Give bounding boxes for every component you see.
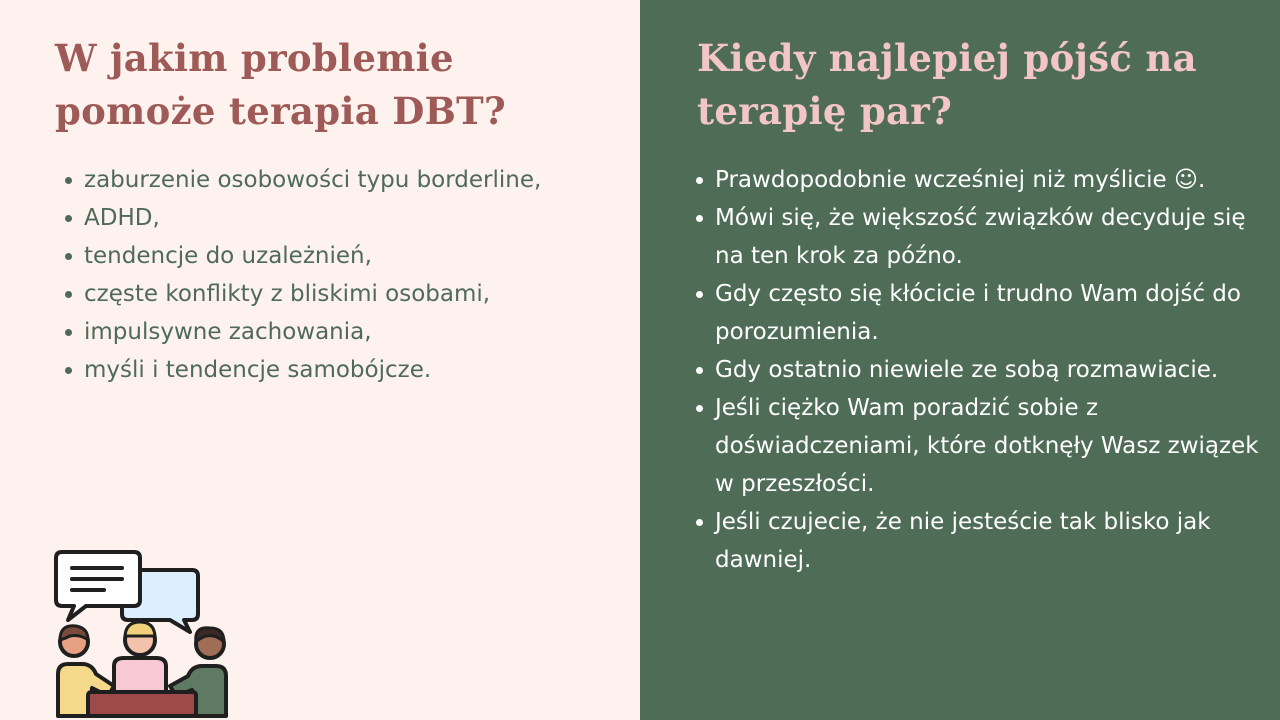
- list-item: impulsywne zachowania,: [62, 313, 622, 351]
- right-panel: [640, 0, 1280, 720]
- group-conversation-icon: [52, 546, 232, 720]
- list-item: Gdy często się kłócicie i trudno Wam dojść do porozumienia.: [693, 275, 1273, 351]
- list-item: myśli i tendencje samobójcze.: [62, 351, 622, 389]
- right-heading: Kiedy najlepiej pójść na terapię par?: [697, 36, 1197, 133]
- list-item: Mówi się, że większość związków decyduje się na ten krok za późno.: [693, 199, 1273, 275]
- list-item: Prawdopodobnie wcześniej niż myślicie ☺.: [693, 161, 1273, 199]
- reasons-list: [693, 161, 1273, 579]
- list-item: ADHD,: [62, 199, 622, 237]
- list-item: częste konflikty z bliskimi osobami,: [62, 275, 622, 313]
- list-item: tendencje do uzależnień,: [62, 237, 622, 275]
- list-item: Jeśli czujecie, że nie jesteście tak blisko jak dawniej.: [693, 503, 1273, 579]
- list-item: Jeśli ciężko Wam poradzić sobie z doświadczeniami, które dotknęły Wasz związek w przeszłości.: [693, 389, 1273, 503]
- problems-list: [62, 161, 622, 389]
- list-item: zaburzenie osobowości typu borderline,: [62, 161, 622, 199]
- left-heading: W jakim problemie pomoże terapia DBT?: [55, 36, 506, 133]
- list-item: Gdy ostatnio niewiele ze sobą rozmawiacie.: [693, 351, 1273, 389]
